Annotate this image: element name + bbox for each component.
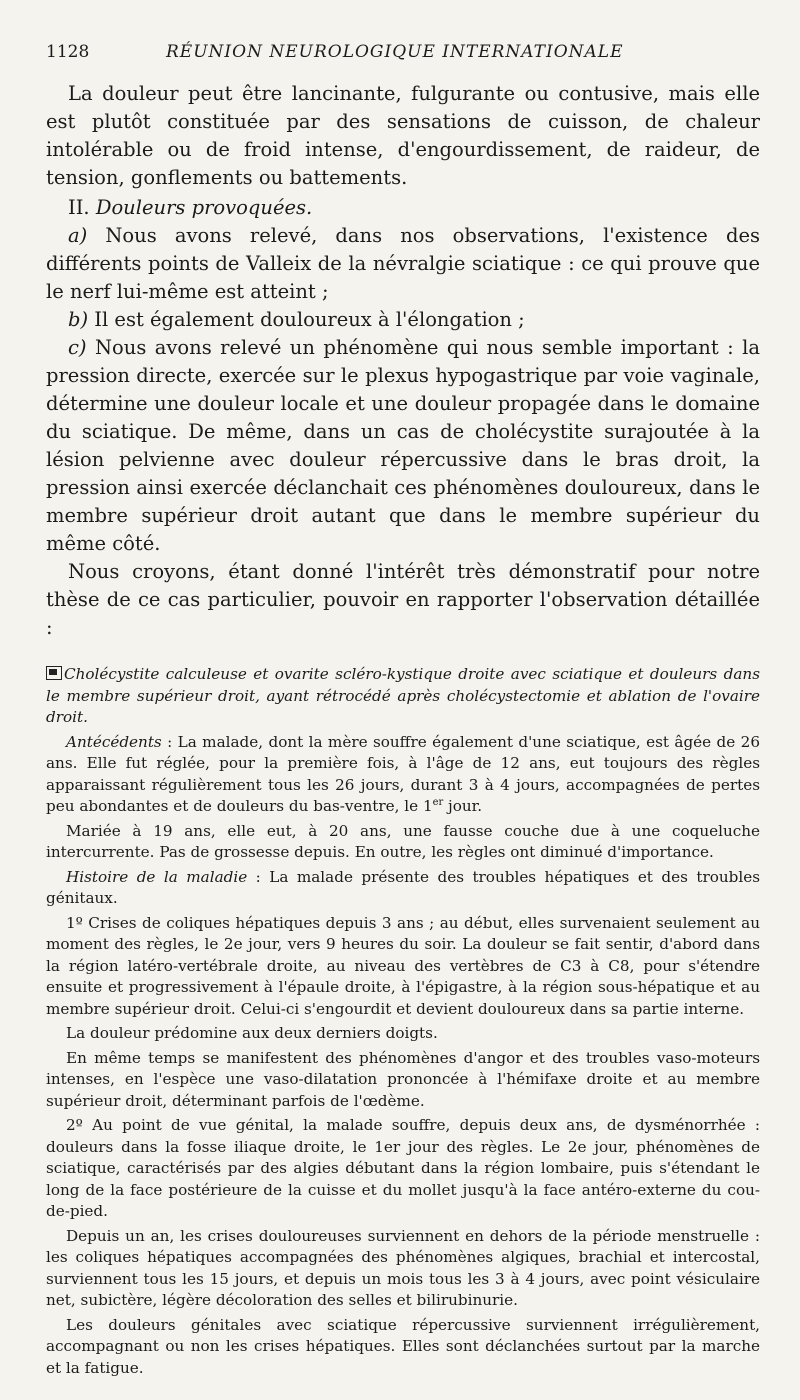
crises-number: 1º [66, 913, 83, 932]
section-number: II. [68, 196, 90, 219]
antecedents-end: jour. [443, 797, 483, 815]
item-a-marker: a) [68, 224, 88, 247]
page-number: 1128 [46, 42, 90, 62]
page-header [46, 42, 760, 62]
main-text [46, 80, 760, 642]
item-c [46, 334, 760, 558]
item-c-marker: c) [68, 336, 87, 359]
paragraph-en-meme-temps: En même temps se manifestent des phénomènes d'angor et des troubles vaso-moteurs intenses, en l'espèce une vaso-dilatation prononcée à l'hémifaxe droite et au membre supérieur droit, déterminant parfois de l'œdème. [46, 1048, 760, 1110]
genital-number: 2º [66, 1116, 83, 1134]
paragraph-histoire [46, 867, 760, 910]
item-b-marker: b) [68, 308, 89, 331]
paragraph-depuis-un-an: Depuis un an, les crises douloureuses surviennent en dehors de la période menstruelle : les coliques hépatiques accompagnées des phénomènes algiques, brachial et intercostal, surviennent tous les 15 jours, et depuis un mois tous les 3 à 4 jours, avec point vésiculaire net, subictère, légère décoloration des selles et bilirubinurie. [46, 1226, 760, 1309]
section-heading [46, 194, 760, 222]
crises-text: Crises de coliques hépatiques depuis 3 ans ; au début, elles survenaient seulement au moment des règles, le 2e jour, vers 9 heures du soir. La douleur se fait sentir, d'abord dans la région latéro-vertébrale droite, au niveau des vertèbres de C3 à C8, pour s'étendre ensuite et progressivement à l'épaule droite, à l'épigastre, à la région sous-hépatique et au membre supérieur droit. Celui-ci s'engourdit et devient douloureux dans sa partie interne. [46, 913, 760, 1018]
paragraph-crises-hepatiques [46, 913, 760, 1021]
histoire-text: : La malade présente des troubles hépatiques et des troubles génitaux. [46, 867, 760, 907]
histoire-label: Histoire de la maladie [66, 867, 248, 886]
case-title-text: Cholécystite calculeuse et ovarite scléro-kystique droite avec sciatique et douleurs dans le membre supérieur droit, ayant rétrocédé après cholécystectomie et ablation de l'ovaire droit. [46, 665, 760, 726]
genital-text: Au point de vue génital, la malade souffre, depuis deux ans, de dysménorrhée : douleurs dans la fosse iliaque droite, le 1er jour des règles. Le 2e jour, phénomènes de sciatique, caractérisés par des algies débutant dans la région lombaire, puis s'étendant le long de la face postérieure de la cuisse et du mollet jusqu'à la face antéro-externe du cou-de-pied. [46, 1116, 760, 1220]
item-b [46, 306, 760, 334]
paragraph-predomine: La douleur prédomine aux deux derniers doigts. [66, 1024, 438, 1042]
paragraph-mariee: Mariée à 19 ans, elle eut, à 20 ans, une fausse couche due à une coqueluche intercurrente. Pas de grossesse depuis. En outre, les règles ont diminué d'importance. [46, 821, 760, 861]
section-marker-icon [46, 666, 62, 680]
section-title: Douleurs provoquées. [95, 196, 313, 219]
paragraph-antecedents [46, 732, 760, 818]
running-title: RÉUNION NEUROLOGIQUE INTERNATIONALE [166, 42, 624, 62]
item-c-text: Nous avons relevé un phénomène qui nous semble important : la pression directe, exercée sur le plexus hypogastrique par voie vaginale, détermine une douleur locale et une douleur propagée dans le domaine du sciatique. De même, dans un cas de cholécystite surajoutée à la lésion pelvienne avec douleur répercussive dans le bras droit, la pression ainsi exercée déclanchait ces phénomènes douloureux, dans le membre supérieur droit autant que dans le membre supérieur du même côté. [46, 336, 761, 555]
antecedents-text: : La malade, dont la mère souffre également d'une sciatique, est âgée de 26 ans. Elle fut réglée, pour la première fois, à l'âge de 12 ans, eut toujours des règles apparaissant régulièrement tous les 26 jours, durant 3 à 4 jours, accompagnées de pertes peu abondantes et de douleurs du bas-ventre, le [46, 732, 760, 815]
case-report [46, 664, 760, 1379]
item-a-text: Nous avons relevé, dans nos observations, l'existence des différents points de Valleix de la névralgie sciatique : ce qui prouve que le nerf lui-même est atteint ; [46, 224, 760, 303]
paragraph-pain-types: La douleur peut être lancinante, fulgurante ou contusive, mais elle est plutôt constituée par des sensations de cuisson, de chaleur intolérable ou de froid intense, d'engourdissement, de raideur, de tension, gonflements ou battements. [46, 82, 760, 189]
paragraph-observation-intro: Nous croyons, étant donné l'intérêt très démonstratif pour notre thèse de ce cas particulier, pouvoir en rapporter l'observation détaillée : [46, 560, 760, 639]
paragraph-genital [46, 1115, 760, 1223]
antecedents-one: 1 [422, 797, 433, 815]
item-a [46, 222, 760, 306]
case-title [46, 664, 760, 729]
paragraph-les-douleurs: Les douleurs génitales avec sciatique répercussive surviennent irrégulièrement, accompagnant ou non les crises hépatiques. Elles sont déclanchées surtout par la marche et la fatigue. [46, 1315, 760, 1377]
item-b-text: Il est également douloureux à l'élongation ; [94, 308, 525, 331]
antecedents-label: Antécédents [66, 732, 162, 751]
antecedents-sup: er [432, 796, 444, 808]
